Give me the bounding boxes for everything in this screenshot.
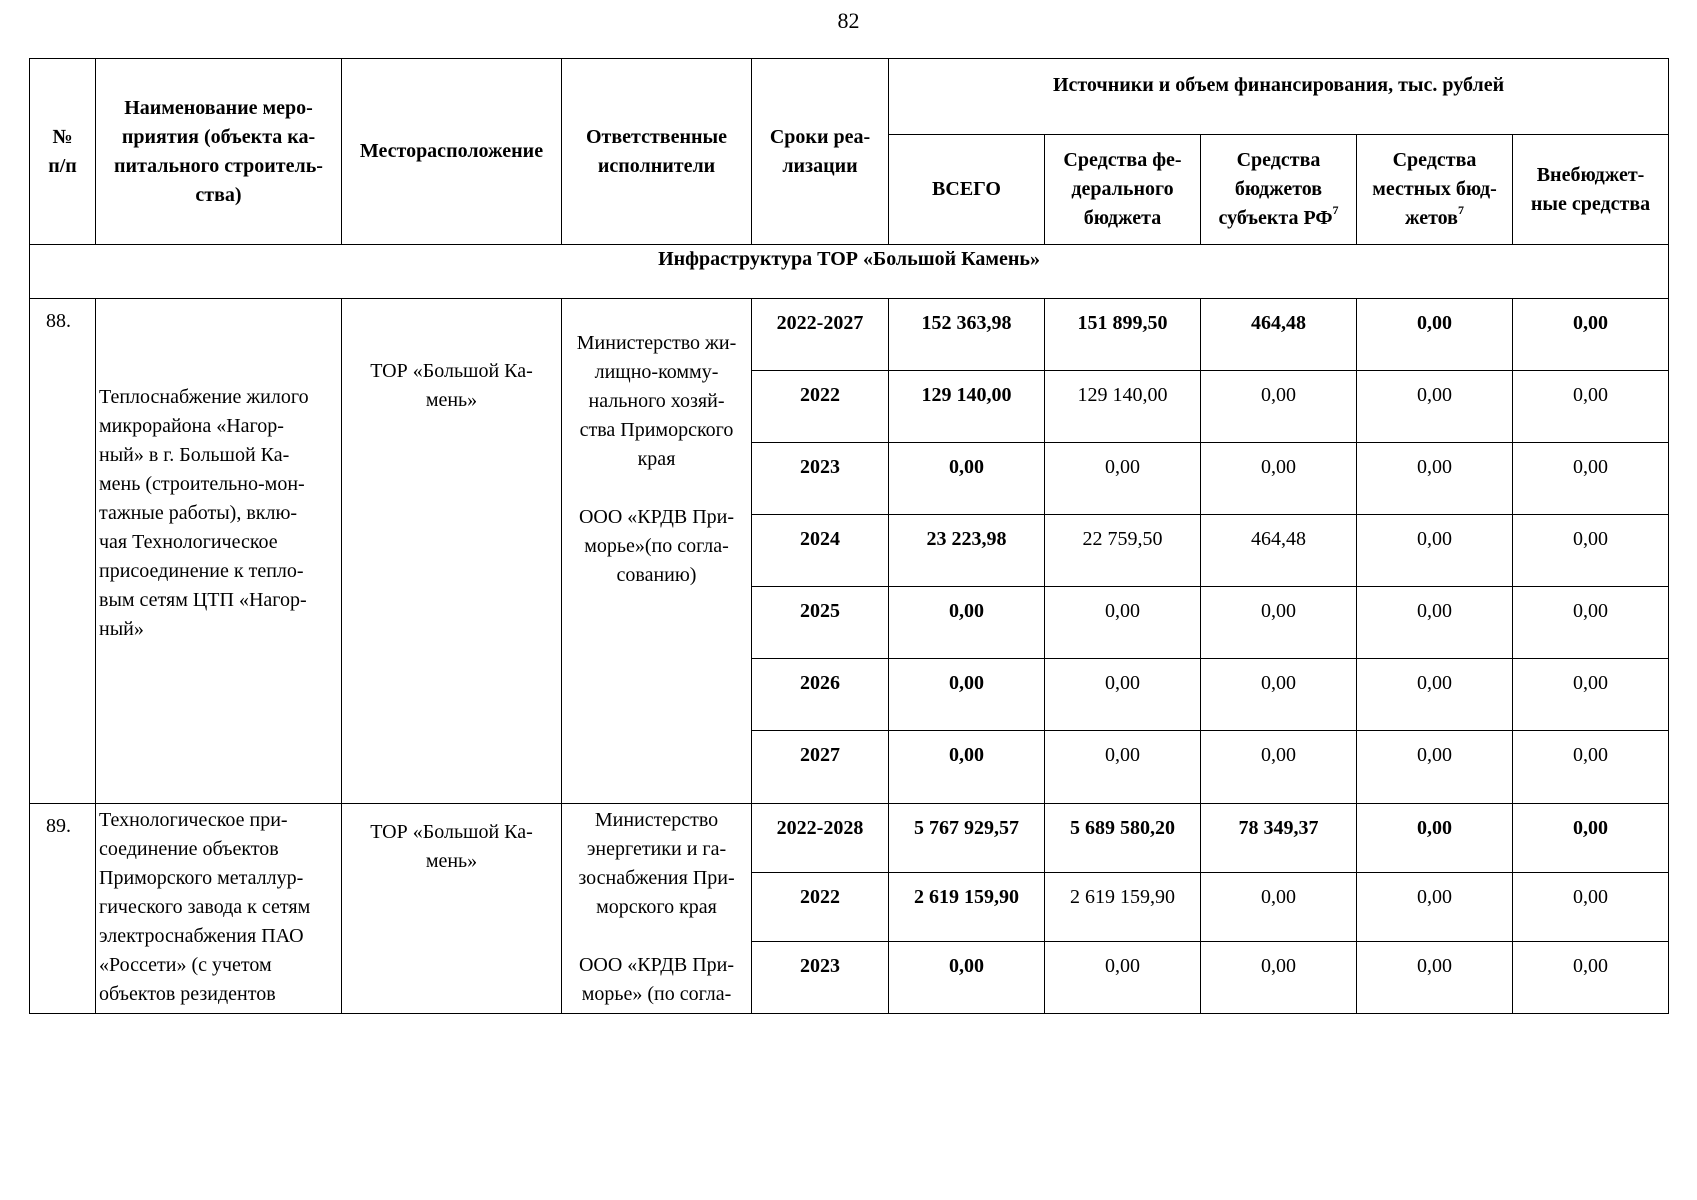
regional-cell: 78 349,37: [1201, 804, 1357, 873]
header-sources: Источники и объем финансирования, тыс. рублей: [889, 59, 1669, 135]
header-responsible: Ответственные исполнители: [562, 59, 752, 245]
regional-cell: 464,48: [1201, 299, 1357, 371]
section-row: [30, 245, 1669, 299]
extra-cell: 0,00: [1513, 873, 1669, 942]
federal-cell: 0,00: [1045, 443, 1201, 515]
extra-cell: 0,00: [1513, 371, 1669, 443]
extra-cell: 0,00: [1513, 587, 1669, 659]
local-cell: 0,00: [1357, 587, 1513, 659]
period-cell: 2027: [752, 731, 889, 804]
regional-cell: 0,00: [1201, 731, 1357, 804]
table-header: [30, 59, 1669, 245]
table-row: [30, 299, 1669, 371]
total-cell: 0,00: [889, 942, 1045, 1014]
financing-table: [29, 58, 1669, 1014]
regional-cell: 0,00: [1201, 443, 1357, 515]
local-cell: 0,00: [1357, 873, 1513, 942]
federal-cell: 151 899,50: [1045, 299, 1201, 371]
period-cell: 2025: [752, 587, 889, 659]
header-regional: Средства бюджетов субъекта $РФ^7$: [1201, 135, 1357, 245]
regional-cell: 0,00: [1201, 659, 1357, 731]
header-extra: Внебюджет- ные средства: [1513, 135, 1669, 245]
regional-cell: 0,00: [1201, 873, 1357, 942]
regional-cell: 0,00: [1201, 587, 1357, 659]
section-title: Инфраструктура ТОР «Большой Камень»: [30, 245, 1669, 299]
local-cell: 0,00: [1357, 299, 1513, 371]
header-total: ВСЕГО: [889, 135, 1045, 245]
federal-cell: 22 759,50: [1045, 515, 1201, 587]
local-cell: 0,00: [1357, 731, 1513, 804]
total-cell: 2 619 159,90: [889, 873, 1045, 942]
period-cell: 2022: [752, 873, 889, 942]
local-cell: 0,00: [1357, 443, 1513, 515]
total-cell: 152 363,98: [889, 299, 1045, 371]
total-cell: 0,00: [889, 659, 1045, 731]
extra-cell: 0,00: [1513, 515, 1669, 587]
measure-name: Теплоснабжение жилого микрорайона «Нагор- ный» в г. Большой Ка- мень (строительно-мон- тажные работы), вклю- чая Технологическое присоединение к тепло- вым сетям ЦТП «Нагор- ный»: [96, 299, 342, 804]
extra-cell: 0,00: [1513, 659, 1669, 731]
period-cell: 2022: [752, 371, 889, 443]
row-number: 88.: [30, 299, 96, 804]
extra-cell: 0,00: [1513, 443, 1669, 515]
regional-cell: 464,48: [1201, 515, 1357, 587]
measure-location: ТОР «Большой Ка- мень»: [342, 299, 562, 804]
header-name: Наименование меро- приятия (объекта ка- питального строитель- ства): [96, 59, 342, 245]
total-cell: 23 223,98: [889, 515, 1045, 587]
regional-cell: 0,00: [1201, 942, 1357, 1014]
local-cell: 0,00: [1357, 659, 1513, 731]
federal-cell: 129 140,00: [1045, 371, 1201, 443]
extra-cell: 0,00: [1513, 804, 1669, 873]
federal-cell: 2 619 159,90: [1045, 873, 1201, 942]
period-cell: 2022-2028: [752, 804, 889, 873]
total-cell: 0,00: [889, 587, 1045, 659]
table-body: [30, 245, 1669, 1014]
total-cell: 0,00: [889, 731, 1045, 804]
period-cell: 2023: [752, 942, 889, 1014]
header-location: Месторасположение: [342, 59, 562, 245]
local-cell: 0,00: [1357, 515, 1513, 587]
responsible-executors: Министерство энергетики и га- зоснабжения При- морского края ООО «КРДВ При- морье» (по согла-: [562, 804, 752, 1014]
local-cell: 0,00: [1357, 371, 1513, 443]
federal-cell: 0,00: [1045, 942, 1201, 1014]
local-cell: 0,00: [1357, 942, 1513, 1014]
responsible-executors: Министерство жи- лищно-комму- нального хозяй- ства Приморского края ООО «КРДВ При- морье»(по согла- сованию): [562, 299, 752, 804]
row-number: 89.: [30, 804, 96, 1014]
total-cell: 5 767 929,57: [889, 804, 1045, 873]
regional-cell: 0,00: [1201, 371, 1357, 443]
extra-cell: 0,00: [1513, 731, 1669, 804]
federal-cell: 0,00: [1045, 587, 1201, 659]
period-cell: 2026: [752, 659, 889, 731]
header-federal: Средства фе- дерального бюджета: [1045, 135, 1201, 245]
header-local: Средства местных бюд- жетов$^7$: [1357, 135, 1513, 245]
extra-cell: 0,00: [1513, 299, 1669, 371]
federal-cell: 0,00: [1045, 659, 1201, 731]
page-number: 82: [837, 8, 860, 33]
period-cell: 2023: [752, 443, 889, 515]
header-period: Сроки реа- лизации: [752, 59, 889, 245]
extra-cell: 0,00: [1513, 942, 1669, 1014]
federal-cell: 5 689 580,20: [1045, 804, 1201, 873]
table-row: [30, 804, 1669, 873]
measure-name: Технологическое при- соединение объектов Приморского металлур- гического завода к сетям электроснабжения ПАО «Россети» (с учетом объектов резидентов: [96, 804, 342, 1014]
total-cell: 129 140,00: [889, 371, 1045, 443]
federal-cell: 0,00: [1045, 731, 1201, 804]
measure-location: ТОР «Большой Ка- мень»: [342, 804, 562, 1014]
header-num: № п/п: [30, 59, 96, 245]
total-cell: 0,00: [889, 443, 1045, 515]
local-cell: 0,00: [1357, 804, 1513, 873]
period-cell: 2024: [752, 515, 889, 587]
period-cell: 2022-2027: [752, 299, 889, 371]
